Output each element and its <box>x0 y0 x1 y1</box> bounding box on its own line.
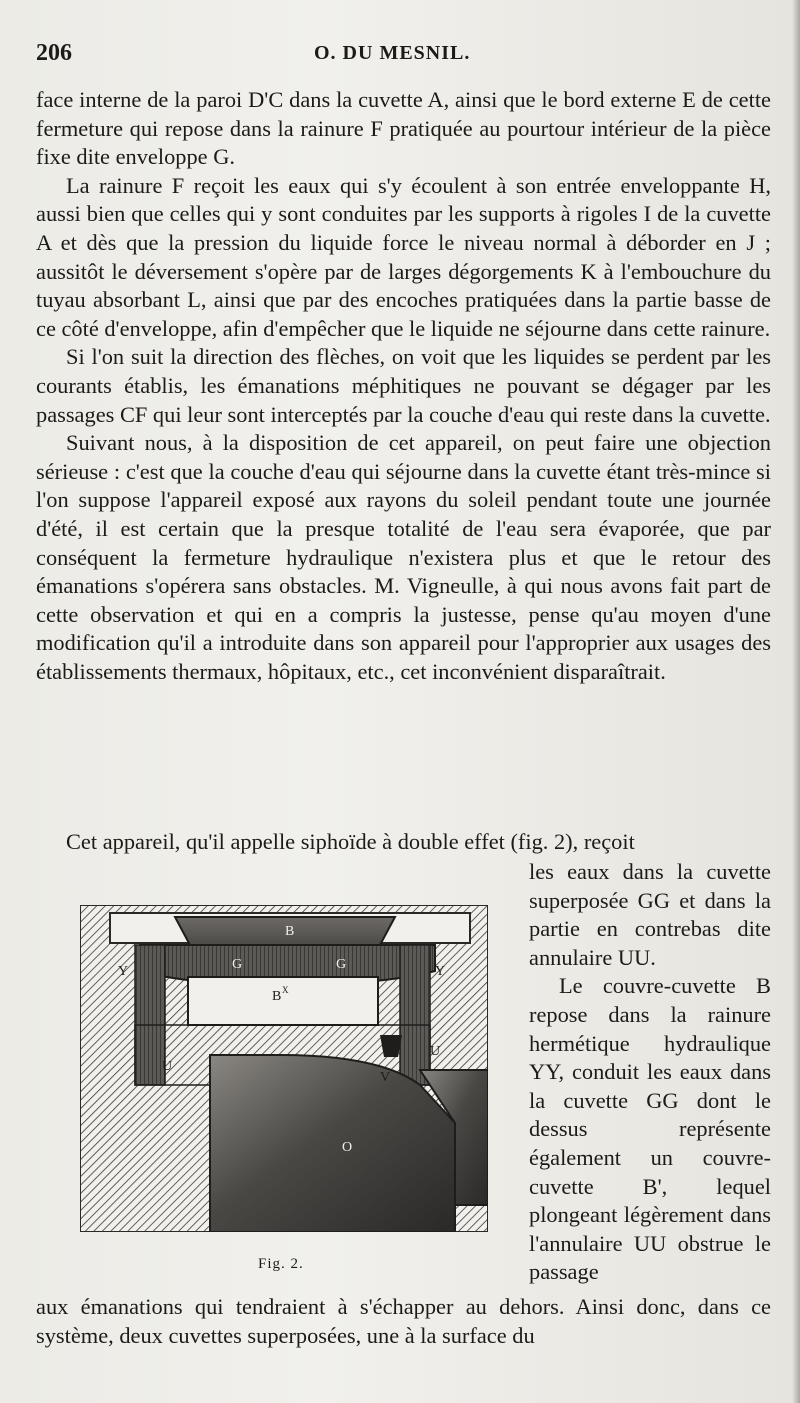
figure-caption: Fig. 2. <box>258 1256 304 1272</box>
fig-label-u: U <box>430 1044 441 1059</box>
right-wall <box>400 945 430 1085</box>
page-number: 206 <box>36 40 72 66</box>
fig-label-bx: B <box>272 989 282 1004</box>
page-edge-shadow <box>792 0 800 1403</box>
paragraph: les eaux dans la cuvette superposée GG et dans la partie en contrebas dite annulaire UU. <box>529 859 771 970</box>
fig-label-g: G <box>336 957 347 972</box>
running-title: O. DU MESNIL. <box>314 42 471 64</box>
siphon-appliance-engraving <box>80 905 488 1232</box>
paragraph: Suivant nous, à la disposition de cet appareil, on peut faire une objection sérieuse : c'est que la couche d'eau qui séjourne dans la cuvette étant très-mince si l'on suppose l'appareil exposé aux rayons du soleil pendant toute une journée d'été, il est certain que la presque totalité de l'eau sera évaporée, que par conséquent la fermeture hydraulique n'existera plus et que le retour des émanations s'opérera sans obstacles. M. Vigneulle, à qui nous avons fait part de cette observation et qui en a compris la justesse, pense qu'au moyen d'une modification qu'il a introduite dans son appareil pour l'approprier aux usages des établissements thermaux, hôpitaux, etc., cet inconvénient disparaîtrait. <box>36 430 771 684</box>
fig-label-g: G <box>232 957 243 972</box>
paragraph: aux émanations qui tendraient à s'échapper au dehors. Ainsi donc, dans ce système, deux cuvettes superposées, une à la surface du <box>36 1294 771 1348</box>
fig-label-y: Y <box>118 964 129 979</box>
left-wall <box>135 945 165 1085</box>
fig-label-b: B <box>285 924 295 939</box>
fig-label-u: U <box>162 1059 173 1074</box>
paragraph: La rainure F reçoit les eaux qui s'y écoulent à son entrée enveloppante H, aussi bien que celles qui y sont conduites par les supports à rigoles I de la cuvette A et dès que la pression du liquide force le niveau normal à déborder en J ; aussitôt le déversement s'opère par de larges dégorgements K à l'embouchure du tuyau absorbant L, ainsi que par des encoches pratiquées dans la partie basse de ce côté d'enveloppe, afin d'empêcher que le liquide ne séjourne dans cette rainure. <box>36 172 771 341</box>
paragraph: face interne de la paroi D'C dans la cuvette A, ainsi que le bord externe E de cette fermeture qui repose dans la rainure F pratiquée au pourtour intérieur de la pièce fixe dite enveloppe G. <box>36 87 771 170</box>
fig-label-o: O <box>342 1140 353 1155</box>
paragraph: Cet appareil, qu'il appelle siphoïde à double effet (fig. 2), reçoit <box>66 829 635 854</box>
body-text-beside-figure <box>529 858 771 1287</box>
fig-label-y: Y <box>435 964 446 979</box>
paragraph: Le couvre-cuvette B repose dans la rainure hermétique hydraulique YY, conduit les eaux dans la cuvette GG dont le dessus représente également un couvre-cuvette B', lequel plongeant légèrement dans l'annulaire UU obstrue le passage <box>529 973 771 1285</box>
body-text-top <box>36 86 771 686</box>
fig-label-v: V <box>380 1070 391 1085</box>
body-text-fig-intro <box>36 828 771 857</box>
paragraph: Si l'on suit la direction des flèches, on voit que les liquides se perdent par les courants établis, les émanations méphitiques ne pouvant se dégager par les passages CF qui leur sont interceptés par la couche d'eau qui reste dans la cuvette. <box>36 344 771 427</box>
body-text-bottom <box>36 1293 771 1350</box>
running-header <box>36 40 771 80</box>
fig-label-bx-sup: X <box>282 985 289 995</box>
